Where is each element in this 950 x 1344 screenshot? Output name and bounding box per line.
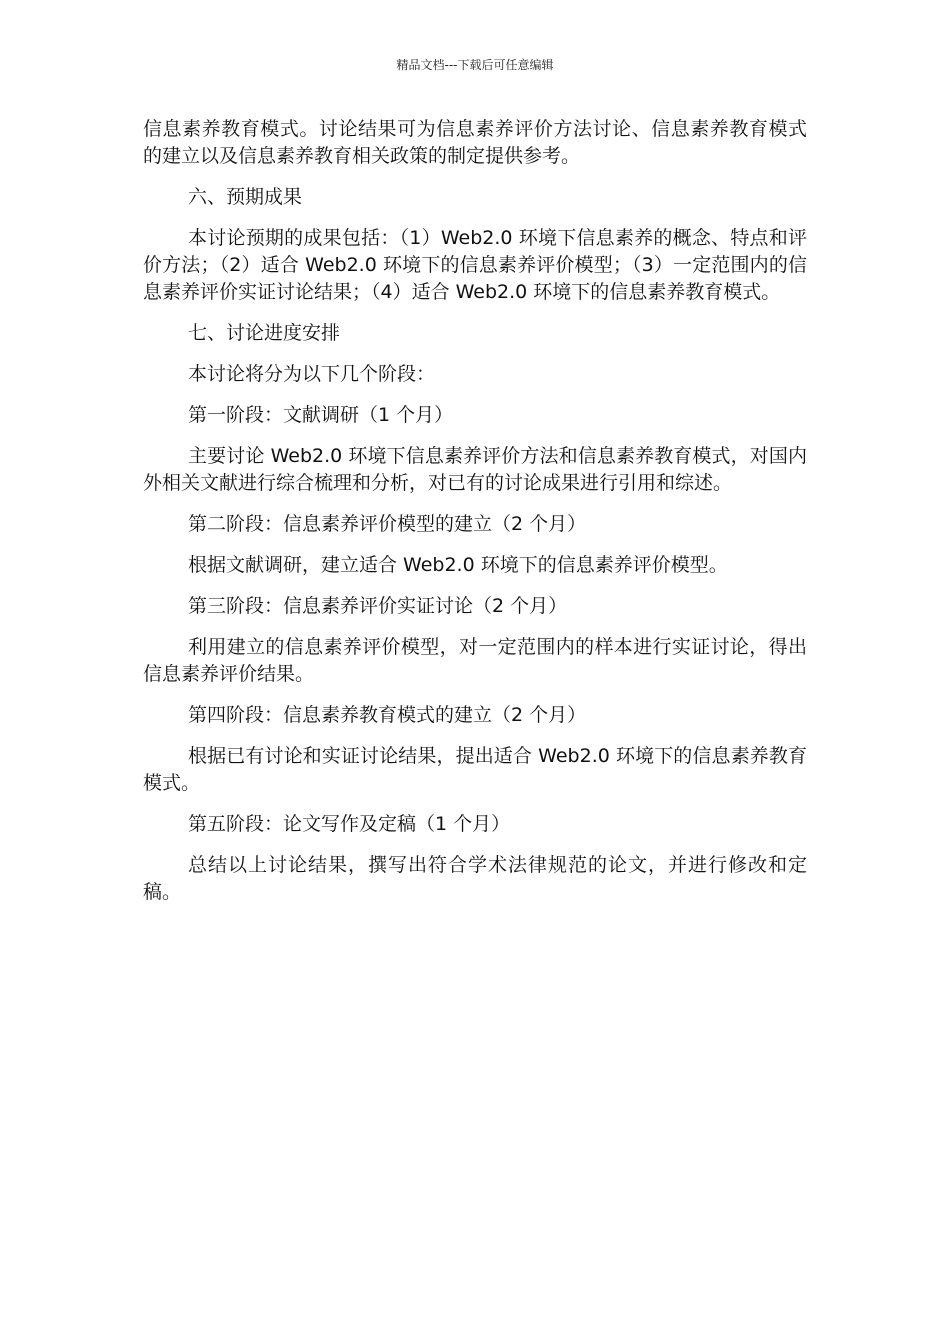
stage-description-5: 总结以上讨论结果，撰写出符合学术法律规范的论文，并进行修改和定稿。 — [143, 854, 807, 903]
page-header: 精品文档---下载后可任意编辑 — [396, 58, 554, 72]
stage-description-4: 根据已有讨论和实证讨论结果，提出适合 Web2.0 环境下的信息素养教育模式。 — [143, 745, 807, 794]
stage-heading-1: 第一阶段：文献调研（1 个月） — [188, 404, 454, 426]
paragraph-schedule-intro: 本讨论将分为以下几个阶段： — [188, 363, 436, 385]
section-heading-schedule: 七、讨论进度安排 — [188, 322, 341, 344]
paragraph-expected-results: 本讨论预期的成果包括：（1）Web2.0 环境下信息素养的概念、特点和评价方法；（2）适合 Web2.0 环境下的信息素养评价模型；（3）一定范围内的信息素养评价实证讨论结果；（4）适合 Web2.0 环境下的信息素养教育模式。 — [143, 227, 807, 303]
stage-heading-5: 第五阶段：论文写作及定稿（1 个月） — [188, 813, 511, 835]
stage-description-1: 主要讨论 Web2.0 环境下信息素养评价方法和信息素养教育模式，对国内外相关文献进行综合梳理和分析，对已有的讨论成果进行引用和综述。 — [143, 445, 807, 494]
stage-description-2: 根据文献调研，建立适合 Web2.0 环境下的信息素养评价模型。 — [188, 554, 728, 576]
paragraph-continuation: 信息素养教育模式。讨论结果可为信息素养评价方法讨论、信息素养教育模式的建立以及信息素养教育相关政策的制定提供参考。 — [143, 118, 807, 167]
stage-heading-4: 第四阶段：信息素养教育模式的建立（2 个月） — [188, 704, 587, 726]
document-body — [143, 116, 807, 920]
stage-heading-3: 第三阶段：信息素养评价实证讨论（2 个月） — [188, 595, 568, 617]
stage-description-3: 利用建立的信息素养评价模型，对一定范围内的样本进行实证讨论，得出信息素养评价结果。 — [143, 636, 807, 685]
stage-heading-2: 第二阶段：信息素养评价模型的建立（2 个月） — [188, 513, 587, 535]
section-heading-expected-results: 六、预期成果 — [188, 186, 303, 208]
